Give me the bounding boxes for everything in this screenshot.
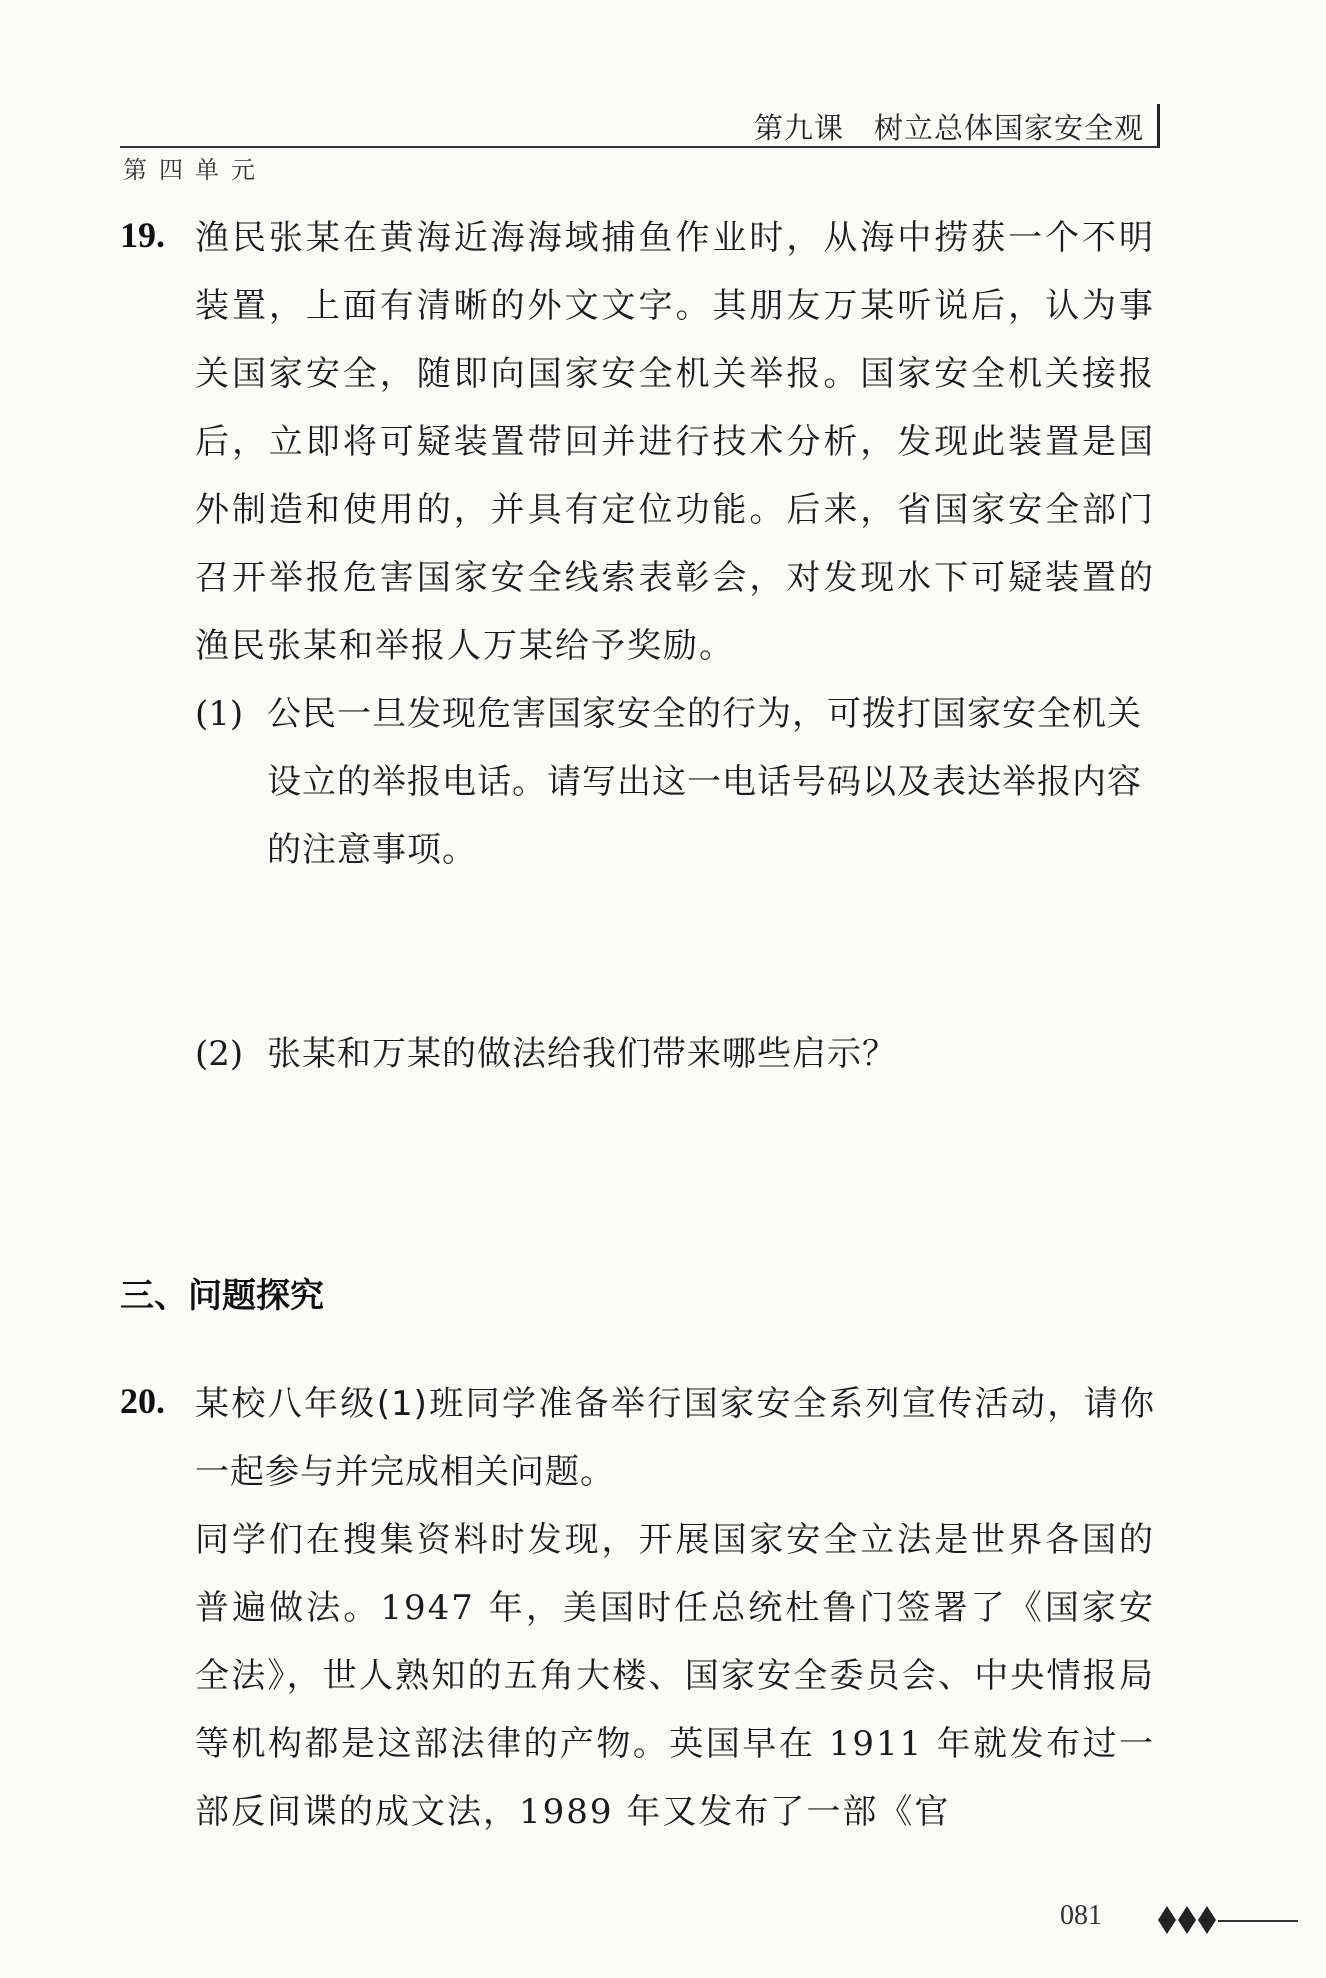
footer-rule xyxy=(1218,1920,1298,1922)
header-rule xyxy=(120,146,1160,148)
question-number: 20. xyxy=(120,1381,165,1421)
subquestion-2 xyxy=(195,1020,1160,1088)
question-material: 同学们在搜集资料时发现，开展国家安全立法是世界各国的普遍做法。1947 年，美国时任总统杜鲁门签署了《国家安全法》，世人熟知的五角大楼、国家安全委员会、中央情报局等机构都是这部法律的产物。英国早在 1911 年就发布过一部反间谍的成文法，1989 年又发布了一部《官 xyxy=(195,1520,1155,1832)
lesson-title: 第九课 树立总体国家安全观 xyxy=(753,111,1144,145)
unit-label: 第四单元 xyxy=(123,156,267,184)
subquestion-label: (1) xyxy=(195,694,244,734)
subquestion-text: 张某和万某的做法给我们带来哪些启示？ xyxy=(267,1034,897,1074)
diamond-ornament-icon xyxy=(1158,1906,1216,1934)
page-number: 081 xyxy=(1060,1900,1102,1931)
page-header xyxy=(120,100,1160,150)
header-bar xyxy=(1157,104,1160,146)
page-footer xyxy=(1060,1900,1300,1940)
subquestion-1 xyxy=(195,680,1160,884)
question-stem: 某校八年级(1)班同学准备举行国家安全系列宣传活动，请你一起参与并完成相关问题。 xyxy=(195,1384,1155,1492)
question-stem: 渔民张某在黄海近海海域捕鱼作业时，从海中捞获一个不明装置，上面有清晰的外文文字。其朋友万某听说后，认为事关国家安全，随即向国家安全机关举报。国家安全机关接报后，立即将可疑装置带回并进行技术分析，发现此装置是国外制造和使用的，并具有定位功能。后来，省国家安全部门召开举报危害国家安全线索表彰会，对发现水下可疑装置的渔民张某和举报人万某给予奖励。 xyxy=(195,218,1155,666)
subquestion-label: (2) xyxy=(195,1034,244,1074)
question-number: 19. xyxy=(120,215,165,255)
section-heading: 三、问题探究 xyxy=(120,1276,324,1316)
subquestion-text: 公民一旦发现危害国家安全的行为，可拨打国家安全机关设立的举报电话。请写出这一电话号码以及表达举报内容的注意事项。 xyxy=(267,694,1142,870)
